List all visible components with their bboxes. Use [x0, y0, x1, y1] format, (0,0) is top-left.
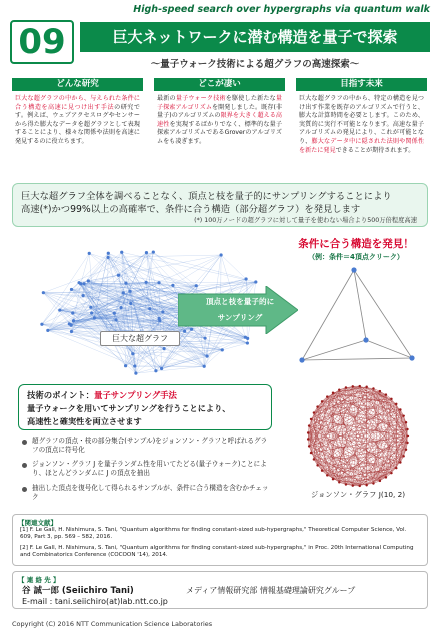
body-text: の研究です。例えば、ウェブアクセスログやセンサーから得た膨大なデータを超グラフとして表現することにより、様々な関係や法則を高速に発見するのに役立ちます。 [15, 103, 141, 145]
english-subtitle: High-speed search over hypergraphs via quantum walk [133, 4, 430, 15]
johnson-graph-illustration [288, 384, 428, 488]
bullet-icon [22, 487, 27, 492]
column-strength [154, 78, 285, 178]
list-item [22, 437, 272, 455]
column-heading: 目指す未来 [296, 78, 427, 91]
list-item [22, 460, 272, 478]
column-body [12, 91, 143, 151]
body-text: を開発しました。既存(非量子)のアルゴリズムの [157, 103, 282, 120]
contact-email[interactable]: E-mail : tani.seiichiro(at)lab.ntt.co.jp [22, 597, 168, 606]
body-text: 巨大な超グラフの中から、特定の構造を見つけ出す作業を既存のアルゴリズムで行うと、膨大な計算時間を必要とします。このため、実質的に実行不可能となります。高速な量子アルゴリズムの発見により、これが可能となり、 [299, 95, 424, 145]
body-text: を駆使した新たな [225, 95, 276, 102]
copyright: Copyright (C) 2016 NTT Communication Science Laboratories [12, 620, 213, 628]
four-vertex-clique-illustration [292, 262, 422, 372]
body-text: 最新の [157, 95, 176, 102]
highlight-text: 巨大な超グラフの中から、与えられた条件に合う構造を高速に見つけ出す手法 [15, 95, 140, 111]
tagline: 〜量子ウォーク技術による超グラフの高速探索〜 [150, 59, 360, 70]
found-structure-title: 条件に合う構造を発見！ [298, 238, 414, 250]
contact-department: メディア情報研究部 情報基礎理論研究グループ [186, 586, 356, 595]
arrow-label-line-2: サンプリング [217, 313, 263, 322]
highlight-text: 膨大なデータ中に隠された法則や関係性を新たに発見 [299, 137, 425, 154]
highlight-text: 量子ウォーク技術 [175, 95, 226, 102]
sampling-arrow-icon [178, 286, 298, 334]
list-item [22, 484, 272, 502]
references-heading: 【関連文献】 [18, 519, 57, 527]
reference-item: [2] F. Le Gall, H. Nishimura, S. Tani, "Quantum algorithms for finding constant-sized sub-hypergraphs," in Proc. 20th International Computing and Combinatorics Conference (COCOON '14), 2014. [20, 545, 414, 559]
summary-line-1: 巨大な超グラフ全体を調べることなく、頂点と枝を量子的にサンプリングすることにより [21, 191, 392, 202]
point-highlight: 量子サンプリング手法 [94, 390, 177, 400]
point-line-3: 高速性と確実性を両立させます [27, 416, 142, 426]
point-prefix: 技術のポイント： [27, 390, 94, 400]
body-text: を実現するばかりでなく、標準的な量子探索アルゴリズムであるGroverのアルゴリズムをも凌ぎます。 [157, 120, 282, 145]
bullet-icon [22, 440, 27, 445]
summary-box [12, 183, 428, 227]
bullet-text: 超グラフの頂点・枝の部分集合(サンプル)をジョンソン・グラフと呼ばれるグラフの頂点に符号化 [32, 437, 268, 454]
found-structure-example: （例：条件＝4頂点クリーク） [308, 253, 404, 261]
technology-point-box [18, 384, 272, 430]
bullet-text: 抽出した頂点を復号化して得られるサンプルが、条件に合う構造を含むかチェック [32, 484, 269, 501]
summary-note: (*) 100万ノードの超グラフに対して量子を使わない場合より500万倍程度高速 [194, 217, 417, 224]
big-graph-label: 巨大な超グラフ [100, 331, 180, 346]
bullet-text: ジョンソン・グラフ J を量子ランダム性を用いてたどる(量子ウォーク)ことにより、ほとんどランダムに J の頂点を抽出 [32, 460, 267, 477]
point-heading [27, 389, 177, 401]
highlight-text: 量子探索アルゴリズム [157, 95, 282, 111]
column-heading: どこが凄い [154, 78, 285, 91]
bullet-icon [22, 463, 27, 468]
contact-name: 谷 誠一郎 (Seiichiro Tani) [22, 586, 134, 596]
contact-heading: 【 連 絡 先 】 [18, 576, 60, 584]
body-text: できることが期待されます。 [335, 146, 415, 154]
page-title: 巨大ネットワークに潜む構造を量子で探索 [80, 22, 430, 52]
arrow-label-line-1: 頂点と枝を量子的に [205, 297, 275, 306]
column-research [12, 78, 143, 178]
highlight-text: 限界を大きく超える高速性 [157, 112, 282, 128]
column-heading: どんな研究 [12, 78, 143, 91]
point-line-2: 量子ウォークを用いてサンプリングを行うことにより、 [27, 403, 231, 413]
column-future [296, 78, 427, 178]
column-body [154, 91, 285, 151]
poster-number: 09 [10, 20, 74, 64]
reference-item: [1] F. Le Gall, H. Nishimura, S. Tani, "Quantum algorithms for finding constant-sized sub-hypergraphs," Theoretical Computer Science, Vol. 609, Part 3, pp. 569 – 582, 2016. [20, 527, 407, 541]
johnson-graph-label: ジョンソン・グラフ J(10, 2) [310, 490, 406, 499]
summary-line-2: 高速(*)かつ99%以上の高確率で、条件に合う構造（部分超グラフ）を発見します [21, 204, 361, 215]
column-body [296, 91, 427, 159]
